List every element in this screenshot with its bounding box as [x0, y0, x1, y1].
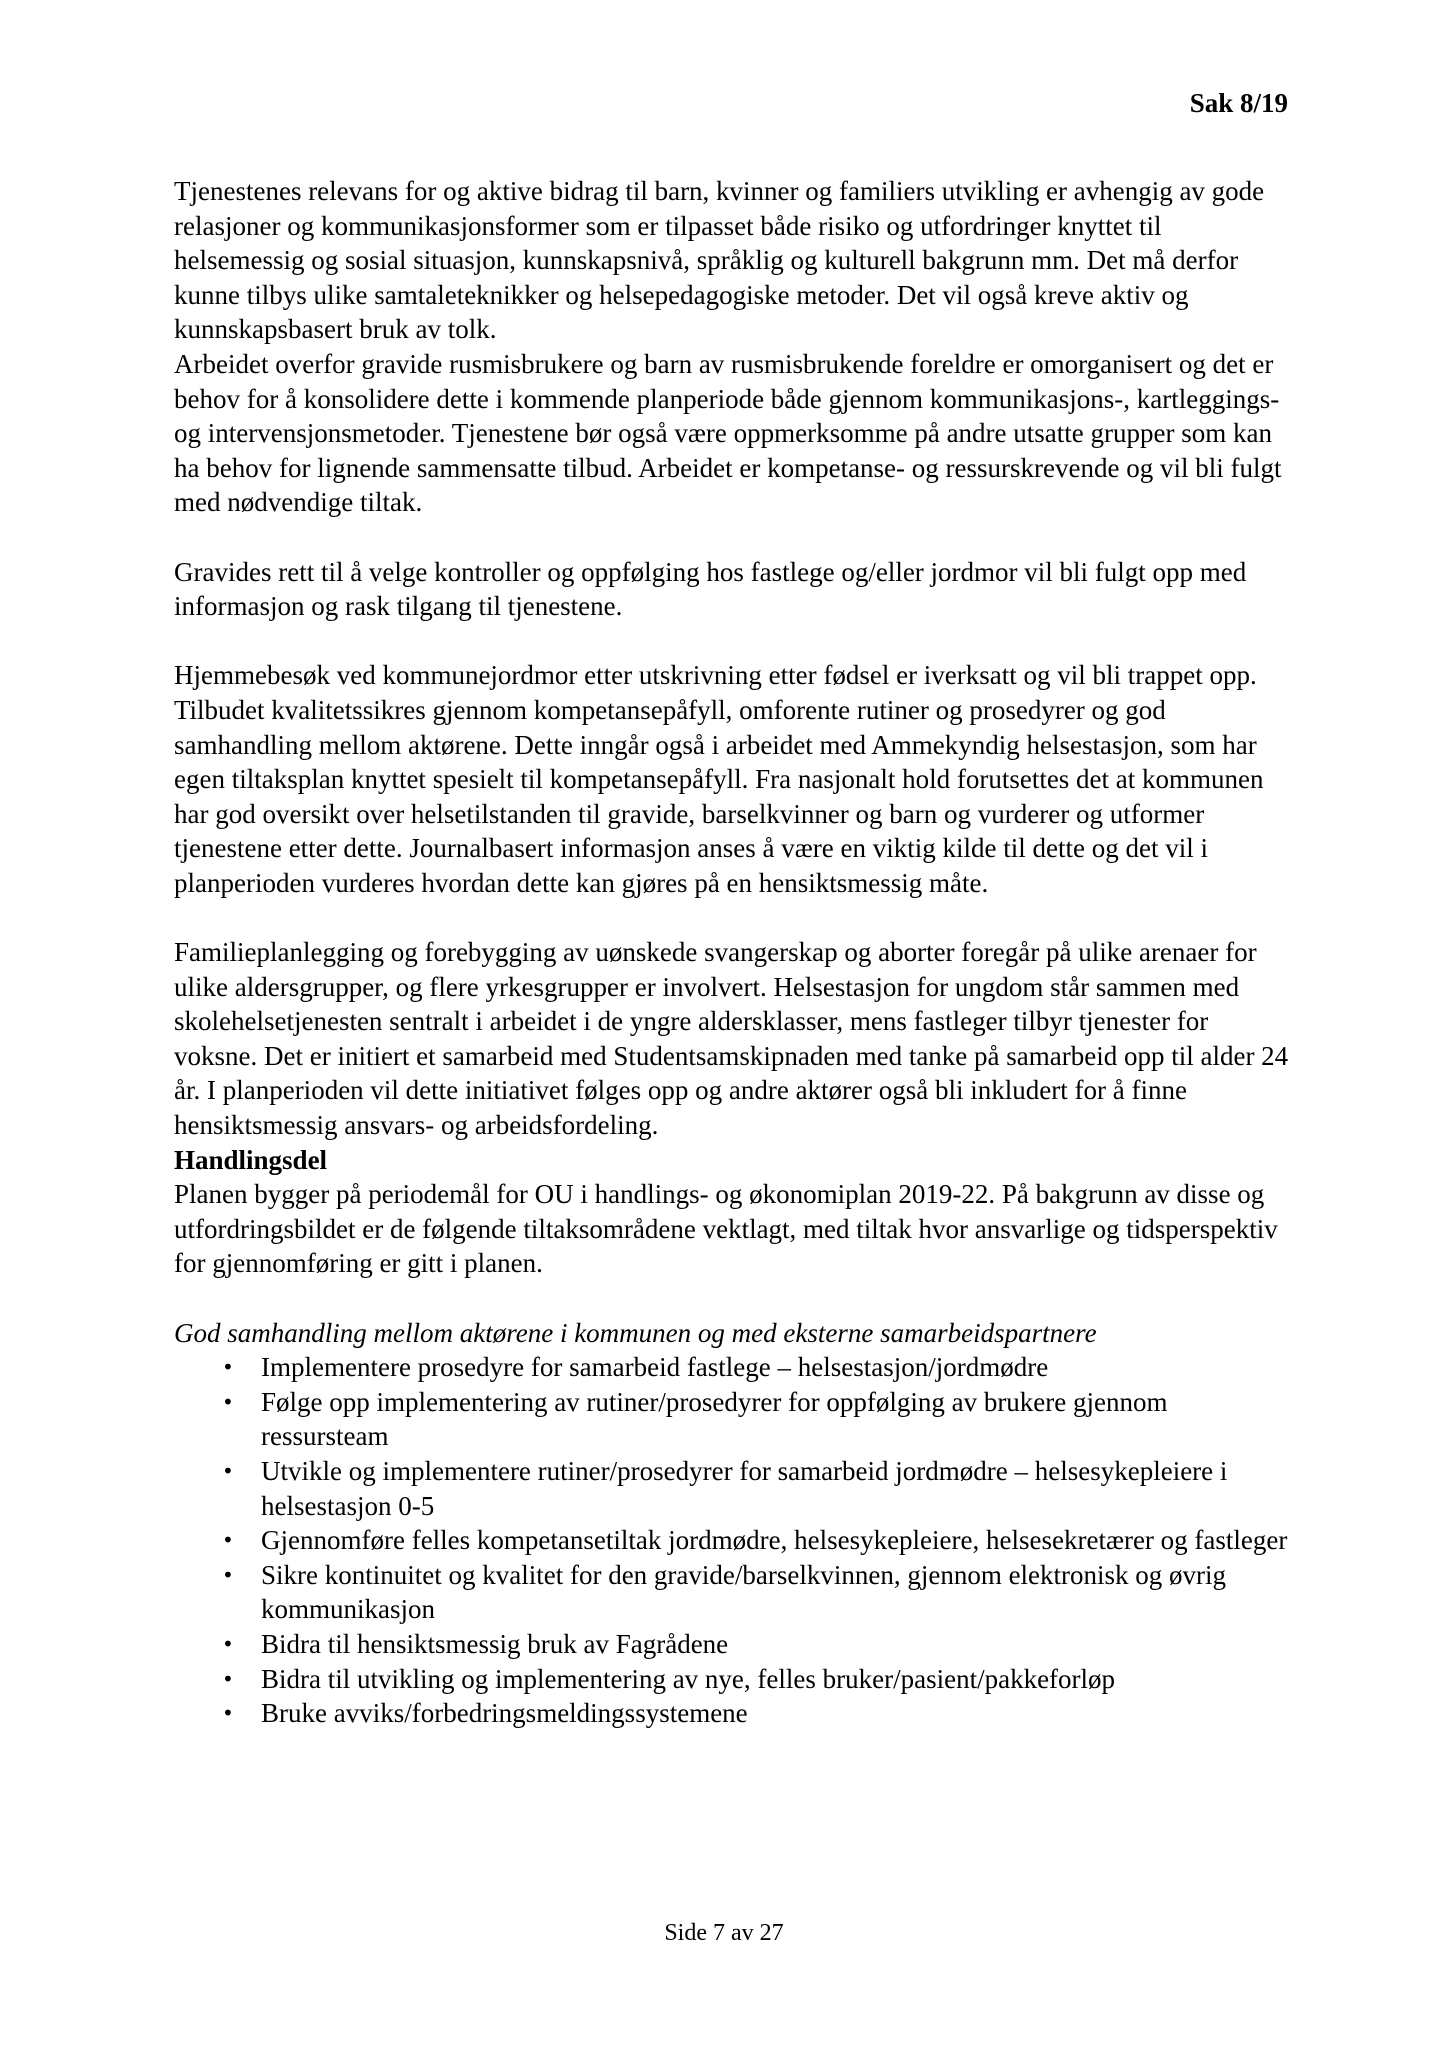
list-item	[174, 1558, 1294, 1627]
case-number: Sak 8/19	[1189, 88, 1288, 118]
bullet-icon: •	[222, 1355, 234, 1380]
bullet-icon: •	[222, 1458, 234, 1483]
list-item	[174, 1350, 1294, 1385]
paragraph-pregnant-rights: Gravides rett til å velge kontroller og oppfølging hos fastlege og/eller jordmor vil bli fulgt opp med informasjon og rask tilgang til tjenestene.	[174, 556, 1247, 622]
list-item-text: Bidra til utvikling og implementering av nye, felles bruker/pasient/pakkeforløp	[261, 1663, 1116, 1694]
bullet-icon: •	[222, 1528, 234, 1553]
paragraph-communication: Tjenestenes relevans for og aktive bidrag til barn, kvinner og familiers utvikling er avhengig av gode relasjoner og kommunikasjonsformer som er tilpasset både risiko og utfordringer knyttet til helsemessig og sosial situasjon, kunnskapsnivå, språklig og kulturell bakgrunn mm. Det må derfor kunne tilbys ulike samtaleteknikker og helsepedagogiske metoder. Det vil også kreve aktiv og kunnskapsbasert bruk av tolk.	[174, 176, 1265, 345]
list-item-text: Bidra til hensiktsmessig bruk av Fagrådene	[261, 1628, 729, 1659]
page-number: Side 7 av 27	[664, 1920, 784, 1946]
list-item-text: Sikre kontinuitet og kvalitet for den gravide/barselkvinnen, gjennom elektronisk og øvrig kommunikasjon	[261, 1559, 1227, 1625]
list-item	[174, 1696, 1294, 1731]
list-item	[174, 1523, 1294, 1558]
list-item	[174, 1454, 1294, 1523]
list-item-text: Følge opp implementering av rutiner/prosedyrer for oppfølging av brukere gjennom ressursteam	[261, 1386, 1168, 1452]
list-item-text: Implementere prosedyre for samarbeid fastlege – helsestasjon/jordmødre	[261, 1352, 1049, 1383]
document-body	[174, 174, 1294, 1731]
list-item	[174, 1627, 1294, 1662]
paragraph-home-visits: Hjemmebesøk ved kommunejordmor etter utskrivning etter fødsel er iverksatt og vil bli trappet opp. Tilbudet kvalitetssikres gjennom kompetansepåfyll, omforente rutiner og prosedyrer og god samhandling mellom aktørene. Dette inngår også i arbeidet med Ammekyndig helsestasjon, som har egen tiltaksplan knyttet spesielt til kompetansepåfyll. Fra nasjonalt hold forutsettes det at kommunen har god oversikt over helsetilstanden til gravide, barselkvinner og barn og vurderer og utformer tjenestene etter dette. Journalbasert informasjon anses å være en viktig kilde til dette og det vil i planperioden vurderes hvordan dette kan gjøres på en hensiktsmessig måte.	[174, 660, 1264, 898]
list-item-text: Gjennomføre felles kompetansetiltak jordmødre, helsesykepleiere, helsesekretærer og fastleger	[261, 1525, 1288, 1556]
list-item	[174, 1385, 1294, 1454]
bullet-icon: •	[222, 1562, 234, 1587]
list-item-text: Utvikle og implementere rutiner/prosedyrer for samarbeid jordmødre – helsesykepleiere i helsestasjon 0-5	[261, 1455, 1228, 1521]
list-item-text: Bruke avviks/forbedringsmeldingssystemene	[261, 1698, 748, 1729]
bullet-icon: •	[222, 1389, 234, 1414]
list-item	[174, 1662, 1294, 1697]
section-subheading: God samhandling mellom aktørene i kommunen og med eksterne samarbeidspartnere	[174, 1317, 1097, 1348]
measures-list	[174, 1350, 1294, 1731]
paragraph-family-planning: Familieplanlegging og forebygging av uønskede svangerskap og aborter foregår på ulike arenaer for ulike aldersgrupper, og flere yrkesgrupper er involvert. Helsestasjon for ungdom står sammen med skolehelsetjenesten sentralt i arbeidet i de yngre aldersklasser, mens fastleger tilbyr tjenester for voksne. Det er initiert et samarbeid med Studentsamskipnaden med tanke på samarbeid opp til alder 24 år. I planperioden vil dette initiativet følges opp og andre aktører også bli inkludert for å finne hensiktsmessig ansvars- og arbeidsfordeling.	[174, 937, 1289, 1141]
section-intro: Planen bygger på periodemål for OU i handlings- og økonomiplan 2019-22. På bakgrunn av disse og utfordringsbildet er de følgende tiltaksområdene vektlagt, med tiltak hvor ansvarlige og tidsperspektiv for gjennomføring er gitt i planen.	[174, 1179, 1278, 1279]
bullet-icon: •	[222, 1631, 234, 1656]
section-heading: Handlingsdel	[174, 1144, 328, 1175]
bullet-icon: •	[222, 1666, 234, 1691]
paragraph-substance-abuse: Arbeidet overfor gravide rusmisbrukere og barn av rusmisbrukende foreldre er omorganisert og det er behov for å konsolidere dette i kommende planperiode både gjennom kommunikasjons-, kartleggings- og intervensjonsmetoder. Tjenestene bør også være oppmerksomme på andre utsatte grupper som kan ha behov for lignende sammensatte tilbud. Arbeidet er kompetanse- og ressurskrevende og vil bli fulgt med nødvendige tiltak.	[174, 348, 1282, 518]
bullet-icon: •	[222, 1701, 234, 1726]
